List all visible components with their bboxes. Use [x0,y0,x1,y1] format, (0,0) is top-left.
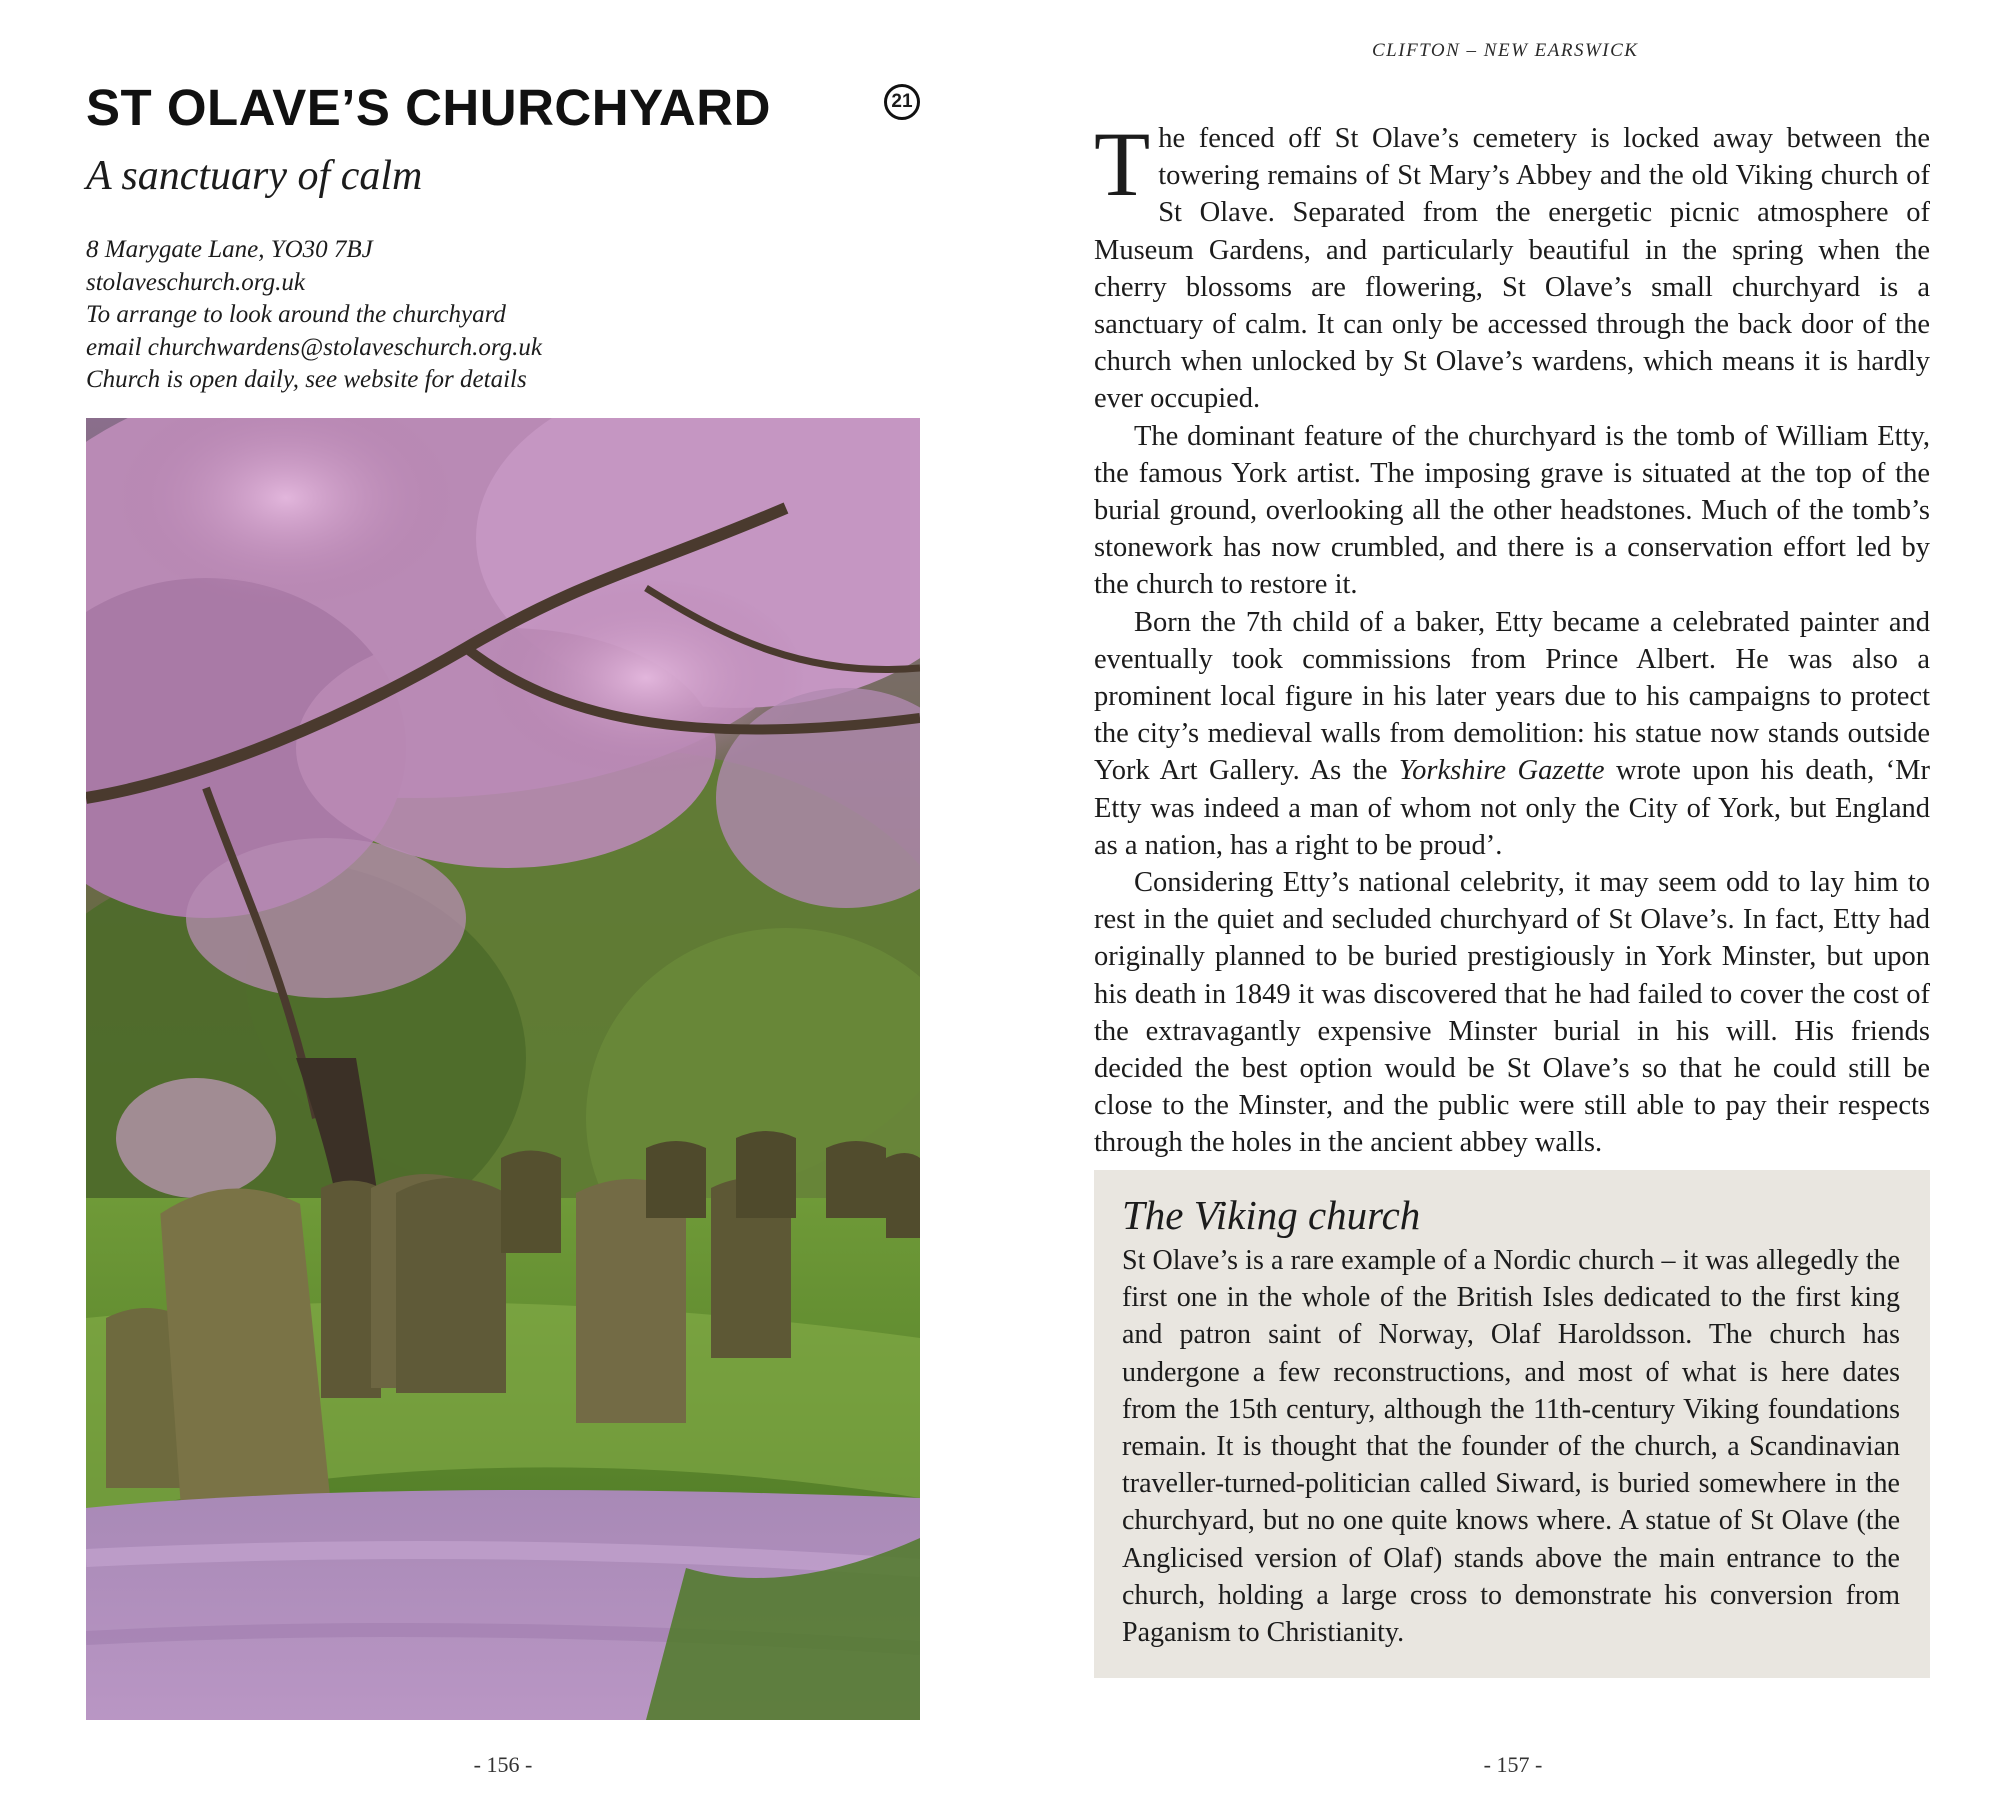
paragraph-1 [1094,113,1930,418]
paragraph-3-text-b: wrote upon his death, ‘Mr Etty was indeed a man of whom not only the City of York, but England as a nation, has a right to be proud’. [1094,755,1930,861]
newspaper-title: Yorkshire Gazette [1398,755,1605,787]
drop-cap: T [1094,113,1151,215]
info-arrange-visit: To arrange to look around the churchyard [86,301,506,328]
paragraph-2: The dominant feature of the churchyard is the tomb of William Etty, the famous York artist. The imposing grave is situated at the top of the burial ground, overlooking all the other headstones. Much of the tomb’s stonework has now crumbled, and there is a conservation effort led by the church to restore it. [1094,420,1930,601]
page-number-left: - 156 - [473,1752,533,1777]
running-header: CLIFTON – NEW EARSWICK [1372,40,1639,61]
paragraph-3 [1094,604,1930,864]
page-number-right: - 157 - [1483,1752,1543,1777]
paragraph-3-text-a: Born the 7th child of a baker, Etty became a celebrated painter and eventually took commissions from Prince Albert. He was also a prominent local figure in his later years due to his campaigns to protect the city’s medieval walls from demolition: his statue now stands outside York Art Gallery. As the [1094,606,1930,787]
sidebar-box [1094,1170,1930,1678]
churchyard-photo [86,418,920,1720]
sidebar-text: St Olave’s is a rare example of a Nordic church – it was allegedly the first one in the whole of the British Isles dedicated to the first king and patron saint of Norway, Olaf Haroldsson. The church has undergone a few reconstructions, and most of what is here dates from the 15th century, although the 11th-century Viking foundations remain. It is thought that the founder of the church, a Scandinavian traveller-turned-politician called Siward, is buried somewhere in the churchyard, but no one quite knows where. A statue of St Olave (the Anglicised version of Olaf) stands above the main entrance to the church, holding a large cross to demonstrate his conversion from Paganism to Christianity. [1122,1245,1900,1649]
paragraph-4: Considering Etty’s national celebrity, it may seem odd to lay him to rest in the quiet and secluded churchyard of St Olave’s. In fact, Etty had originally planned to be buried prestigiously in York Minster, but upon his death in 1849 it was discovered that he had failed to cover the cost of the extravagantly expensive Minster burial in his will. His friends decided the best option would be St Olave’s so that he could still be close to the Minster, and the public were still able to pay their respects through the holes in the ancient abbey walls. [1094,867,1930,1159]
article-body [1094,113,1930,1162]
page-subtitle: A sanctuary of calm [86,153,423,199]
sidebar-title: The Viking church [1122,1192,1421,1238]
info-website: stolaveschurch.org.uk [86,268,305,296]
paragraph-1-text: he fenced off St Olave’s cemetery is locked away between the towering remains of St Mary’s Abbey and the old Viking church of St Olave. Separated from the energetic picnic atmosphere of Museum Gardens, and particularly beautiful in the spring when the cherry blossoms are flowering, St Olave’s small churchyard is a sanctuary of calm. It can only be accessed through the back door of the church when unlocked by St Olave’s wardens, which means it is hardly ever occupied. [1094,123,1930,415]
practical-info [86,234,906,397]
info-email: email churchwardens@stolaveschurch.org.uk [86,333,543,361]
info-address: 8 Marygate Lane, YO30 7BJ [86,236,373,263]
cherry-blossom-graveyard-image [86,418,920,1720]
info-opening: Church is open daily, see website for details [86,366,527,393]
page-title: ST OLAVE’S CHURCHYARD [86,79,771,136]
entry-number-badge: 21 [884,84,920,120]
